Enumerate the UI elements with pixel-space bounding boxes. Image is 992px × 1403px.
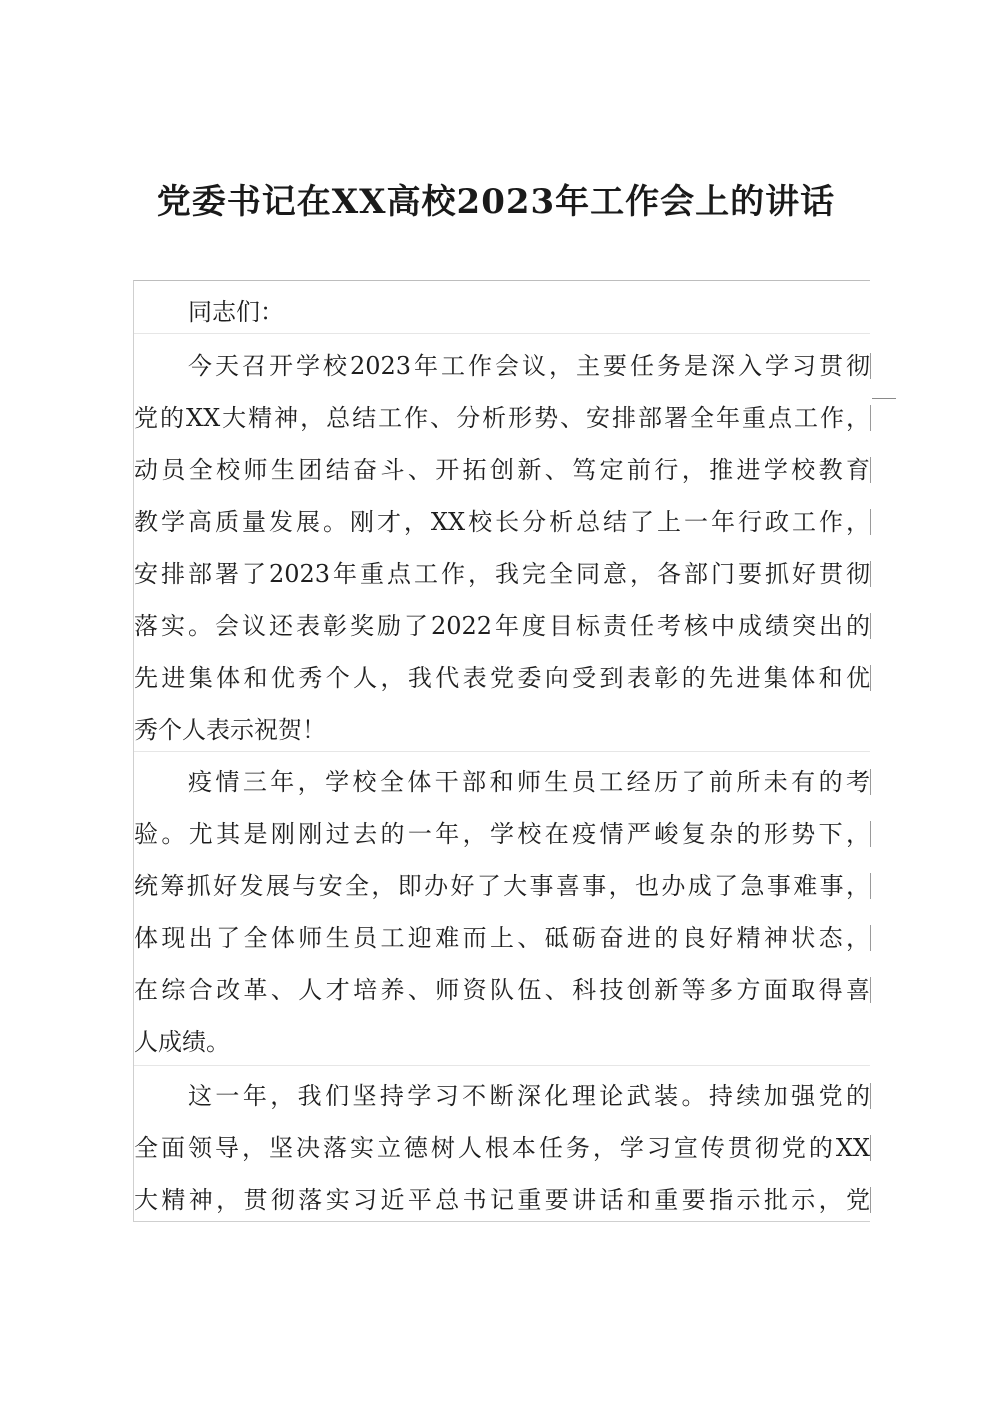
paragraph-line: 今天召开学校2023年工作会议，主要任务是深入学习贯彻 (188, 352, 870, 380)
paragraph-separator (134, 1065, 870, 1066)
margin-tick (870, 1187, 871, 1213)
paragraph-line: 人成绩。 (134, 1028, 230, 1056)
paragraph-line: 验。尤其是刚刚过去的一年，学校在疫情严峻复杂的形势下， (134, 820, 870, 848)
paragraph-line: 落实。会议还表彰奖励了2022年度目标责任考核中成绩突出的 (134, 612, 870, 640)
paragraph-separator (134, 751, 870, 752)
margin-tick (870, 613, 871, 639)
paragraph-line: 这一年，我们坚持学习不断深化理论武装。持续加强党的 (188, 1082, 870, 1110)
salutation: 同志们： (188, 298, 284, 326)
paragraph-line: 党的XX大精神，总结工作、分析形势、安排部署全年重点工作， (134, 404, 870, 432)
document-body (133, 280, 870, 1222)
margin-tick (870, 665, 871, 691)
margin-tick (870, 353, 871, 379)
margin-tick (870, 561, 871, 587)
paragraph-line: 安排部署了2023年重点工作，我完全同意，各部门要抓好贯彻 (134, 560, 870, 588)
margin-tick (870, 1135, 871, 1161)
paragraph-line: 秀个人表示祝贺！ (134, 716, 326, 744)
paragraph-separator (134, 333, 870, 334)
margin-tick (870, 509, 871, 535)
margin-tick (870, 769, 871, 795)
margin-mark (872, 398, 896, 399)
paragraph-line: 体现出了全体师生员工迎难而上、砥砺奋进的良好精神状态， (134, 924, 870, 952)
paragraph-line: 疫情三年，学校全体干部和师生员工经历了前所未有的考 (188, 768, 870, 796)
margin-tick (870, 457, 871, 483)
paragraph-line: 在综合改革、人才培养、师资队伍、科技创新等多方面取得喜 (134, 976, 870, 1004)
margin-tick (870, 821, 871, 847)
paragraph-line: 动员全校师生团结奋斗、开拓创新、笃定前行，推进学校教育 (134, 456, 870, 484)
margin-tick (870, 1083, 871, 1109)
paragraph-line: 全面领导，坚决落实立德树人根本任务，学习宣传贯彻党的XX (134, 1134, 870, 1162)
document-title: 党委书记在XX高校2023年工作会上的讲话 (156, 182, 836, 222)
paragraph-line: 教学高质量发展。刚才，XX校长分析总结了上一年行政工作， (134, 508, 870, 536)
paragraph-line: 大精神，贯彻落实习近平总书记重要讲话和重要指示批示，党 (134, 1186, 870, 1214)
paragraph-line: 统筹抓好发展与安全，即办好了大事喜事，也办成了急事难事， (134, 872, 870, 900)
paragraph-line: 先进集体和优秀个人，我代表党委向受到表彰的先进集体和优 (134, 664, 870, 692)
margin-tick (870, 405, 871, 431)
margin-tick (870, 925, 871, 951)
margin-tick (870, 873, 871, 899)
margin-tick (870, 977, 871, 1003)
